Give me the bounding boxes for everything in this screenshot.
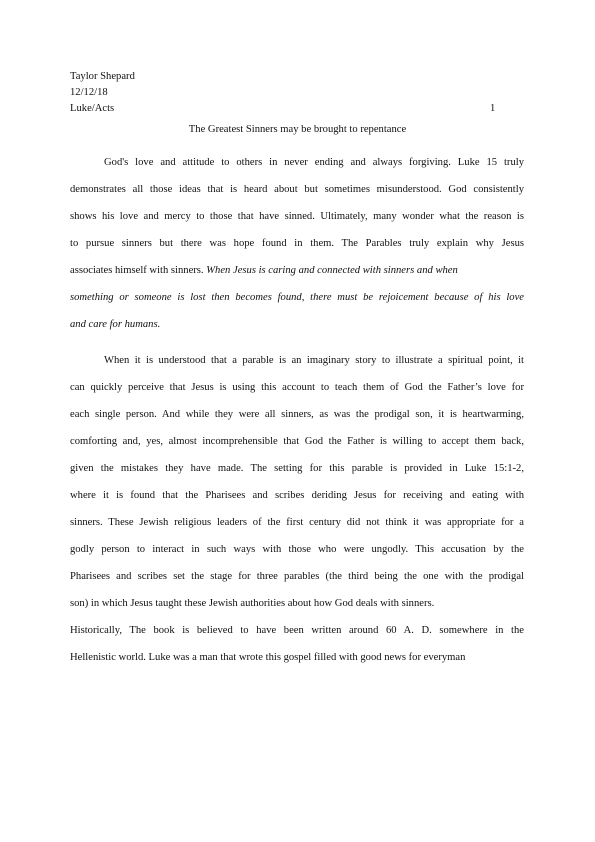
paragraph-1-line: shows his love and mercy to those that have sinned. Ultimately, many wonder what the reason is: [70, 211, 524, 222]
paragraph-2-line: comforting and, yes, almost incomprehensible that God the Father is willing to accept them back,: [70, 436, 524, 447]
thesis-statement-text: When Jesus is caring and connected with sinners and when: [206, 265, 458, 276]
paragraph-2-line: can quickly perceive that Jesus is using this account to teach them of God the Father’s love for: [70, 382, 524, 393]
paragraph-2-line: sinners. These Jewish religious leaders of the first century did not think it was appropriate for a: [70, 517, 524, 528]
paragraph-2-line: given the mistakes they have made. The setting for this parable is provided in Luke 15:1-2,: [70, 463, 524, 474]
thesis-statement-line: something or someone is lost then becomes found, there must be rejoicement because of his love: [70, 292, 524, 303]
paragraph-2-line: godly person to interact in such ways with those who were ungodly. This accusation by the: [70, 544, 524, 555]
author-name: Taylor Shepard: [70, 71, 135, 82]
paragraph-2-line: each single person. And while they were all sinners, as was the prodigal son, it is heartwarming,: [70, 409, 524, 420]
paragraph-1-line: to pursue sinners but there was hope found in them. The Parables truly explain why Jesus: [70, 238, 524, 249]
paragraph-2-line: where it is found that the Pharisees and scribes deriding Jesus for receiving and eating with: [70, 490, 524, 501]
paragraph-2-line: When it is understood that a parable is an imaginary story to illustrate a spiritual point, it: [104, 355, 524, 366]
paragraph-1-line: demonstrates all those ideas that is heard about but sometimes misunderstood. God consistently: [70, 184, 524, 195]
paragraph-2-line: Hellenistic world. Luke was a man that wrote this gospel filled with good news for everyman: [70, 652, 466, 663]
date: 12/12/18: [70, 87, 108, 98]
paragraph-2-line: son) in which Jesus taught these Jewish authorities about how God deals with sinners.: [70, 598, 435, 609]
thesis-statement-line: and care for humans.: [70, 319, 161, 330]
essay-title: The Greatest Sinners may be brought to repentance: [188, 124, 407, 135]
paragraph-1-line: God's love and attitude to others in never ending and always forgiving. Luke 15 truly: [104, 157, 524, 168]
paragraph-1-line: [70, 264, 524, 278]
paragraph-2-line: Historically, The book is believed to have been written around 60 A. D. somewhere in the: [70, 625, 524, 636]
course-name: Luke/Acts: [70, 103, 115, 114]
page-number: 1: [490, 103, 496, 114]
paragraph-1-text: associates himself with sinners.: [70, 265, 207, 276]
paragraph-2-line: Pharisees and scribes set the stage for three parables (the third being the one with the prodigal: [70, 571, 524, 582]
